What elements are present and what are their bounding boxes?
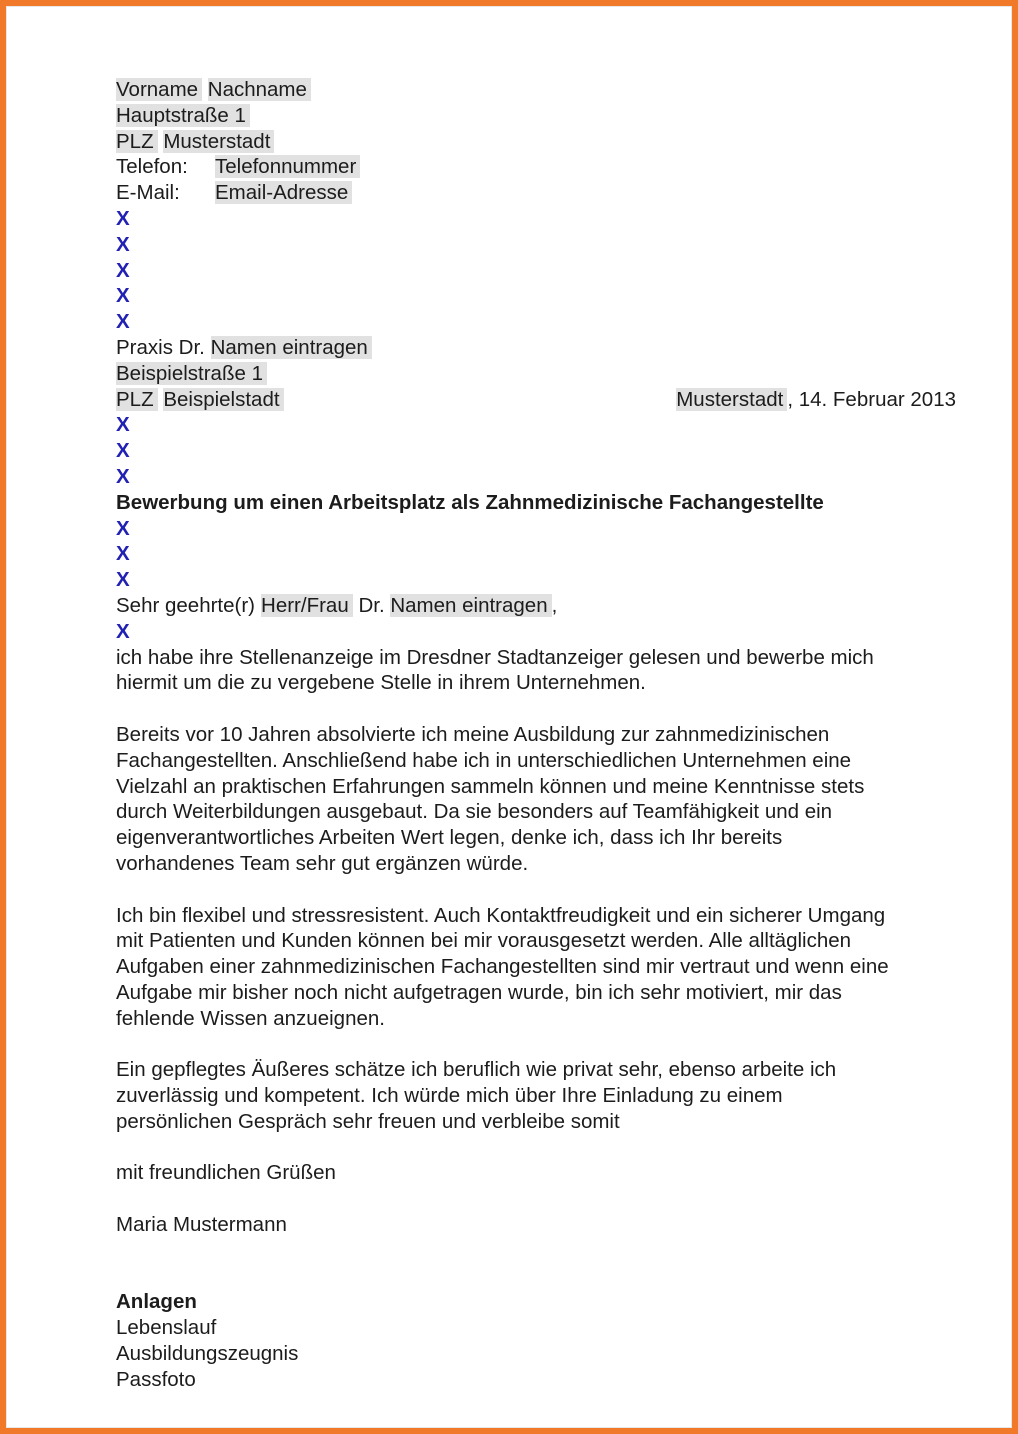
- body-line: persönlichen Gespräch sehr freuen und verbleibe somit: [116, 1109, 620, 1133]
- sender-street-line: [116, 103, 956, 129]
- body-line: hiermit um die zu vergebene Stelle in ihrem Unternehmen.: [116, 671, 646, 695]
- salutation-mid: Dr.: [358, 593, 385, 617]
- recipient-street[interactable]: Beispielstraße 1: [116, 362, 267, 385]
- body-line: Ich bin flexibel und stressresistent. Auch Kontaktfreudigkeit und ein sicherer Umgang: [116, 903, 886, 927]
- body-line: vorhandenes Team sehr gut ergänzen würde.: [116, 851, 529, 875]
- sender-city[interactable]: Musterstadt: [163, 130, 274, 153]
- sender-street[interactable]: Hauptstraße 1: [116, 104, 250, 127]
- closing-line: mit freundlichen Grüßen: [116, 1161, 336, 1185]
- date-city[interactable]: Musterstadt: [676, 388, 787, 411]
- placeholder-mark: X: [116, 568, 130, 592]
- body-line: Ein gepflegtes Äußeres schätze ich beruflich wie privat sehr, ebenso arbeite ich: [116, 1058, 837, 1082]
- placeholder-mark: X: [116, 258, 130, 282]
- body-line: mit Patienten und Kunden können bei mir vorausgesetzt werden. Alle alltäglichen: [116, 929, 852, 953]
- letter-page: [6, 6, 1012, 1428]
- body-line: Bereits vor 10 Jahren absolvierte ich meine Ausbildung zur zahnmedizinischen: [116, 722, 830, 746]
- paragraph-gap: [116, 1186, 956, 1212]
- body-line: ich habe ihre Stellenanzeige im Dresdner Stadtanzeiger gelesen und bewerbe mich: [116, 645, 874, 669]
- placeholder-mark: X: [116, 542, 130, 566]
- email-label: E-Mail:: [116, 181, 180, 205]
- salutation-start: Sehr geehrte(r): [116, 593, 256, 617]
- body-line: Aufgabe mir bisher noch nicht aufgetragen wurde, bin ich sehr motiviert, mir das: [116, 980, 842, 1004]
- body-line: fehlende Wissen anzueignen.: [116, 1006, 385, 1030]
- paragraph-gap: [116, 1031, 956, 1057]
- recipient-name[interactable]: Namen eintragen: [211, 336, 372, 359]
- salutation-line: [116, 593, 956, 619]
- placeholder-mark: X: [116, 516, 130, 540]
- placeholder-mark: X: [116, 232, 130, 256]
- placeholder-mark: X: [116, 439, 130, 463]
- attachment-item: Lebenslauf: [116, 1316, 217, 1340]
- sender-phone-line: [116, 154, 956, 180]
- body-line: zuverlässig und kompetent. Ich würde mich über Ihre Einladung zu einem: [116, 1084, 783, 1108]
- sender-email-line: [116, 180, 956, 206]
- placeholder-mark: X: [116, 284, 130, 308]
- body-line: durch Weiterbildungen ausgebaut. Da sie besonders auf Teamfähigkeit und ein: [116, 800, 833, 824]
- paragraph-gap: [116, 696, 956, 722]
- sender-phone[interactable]: Telefonnummer: [215, 155, 360, 178]
- paragraph-gap: [116, 1264, 956, 1290]
- attachment-item: Passfoto: [116, 1367, 196, 1391]
- placeholder-mark: X: [116, 464, 130, 488]
- recipient-city-line: [116, 387, 956, 413]
- phone-label: Telefon:: [116, 155, 188, 179]
- date-text: , 14. Februar 2013: [787, 387, 956, 411]
- salutation-end: ,: [551, 593, 558, 617]
- paragraph-gap: [116, 1238, 956, 1264]
- body-line: Aufgaben einer zahnmedizinischen Fachangestellten sind mir vertraut und wenn eine: [116, 955, 889, 979]
- letter-date: [676, 387, 956, 413]
- recipient-zip[interactable]: PLZ: [116, 388, 158, 411]
- letter-content: [116, 77, 956, 1393]
- recipient-name-line: [116, 335, 956, 361]
- body-line: eigenverantwortliches Arbeiten Wert legen, denke ich, dass ich Ihr bereits: [116, 826, 783, 850]
- signature-name: Maria Mustermann: [116, 1213, 287, 1237]
- recipient-city[interactable]: Beispielstadt: [163, 388, 283, 411]
- letter-subject: Bewerbung um einen Arbeitsplatz als Zahnmedizinische Fachangestellte: [116, 490, 824, 514]
- sender-first-name[interactable]: Vorname: [116, 78, 202, 101]
- placeholder-mark: X: [116, 206, 130, 230]
- salutation-title[interactable]: Herr/Frau: [261, 594, 353, 617]
- attachment-item: Ausbildungszeugnis: [116, 1342, 299, 1366]
- placeholder-mark: X: [116, 619, 130, 643]
- salutation-name[interactable]: Namen eintragen: [390, 594, 551, 617]
- recipient-prefix: Praxis Dr.: [116, 335, 205, 359]
- sender-city-line: [116, 129, 956, 155]
- paragraph-gap: [116, 1135, 956, 1161]
- sender-last-name[interactable]: Nachname: [208, 78, 311, 101]
- sender-zip[interactable]: PLZ: [116, 130, 158, 153]
- sender-email[interactable]: Email-Adresse: [215, 181, 352, 204]
- paragraph-gap: [116, 877, 956, 903]
- sender-name-line: [116, 77, 956, 103]
- placeholder-mark: X: [116, 413, 130, 437]
- body-line: Vielzahl an praktischen Erfahrungen sammeln können und meine Kenntnisse stets: [116, 774, 865, 798]
- placeholder-mark: X: [116, 310, 130, 334]
- attachments-heading: Anlagen: [116, 1290, 197, 1314]
- body-line: Fachangestellten. Anschließend habe ich in unterschiedlichen Unternehmen eine: [116, 748, 852, 772]
- recipient-street-line: [116, 361, 956, 387]
